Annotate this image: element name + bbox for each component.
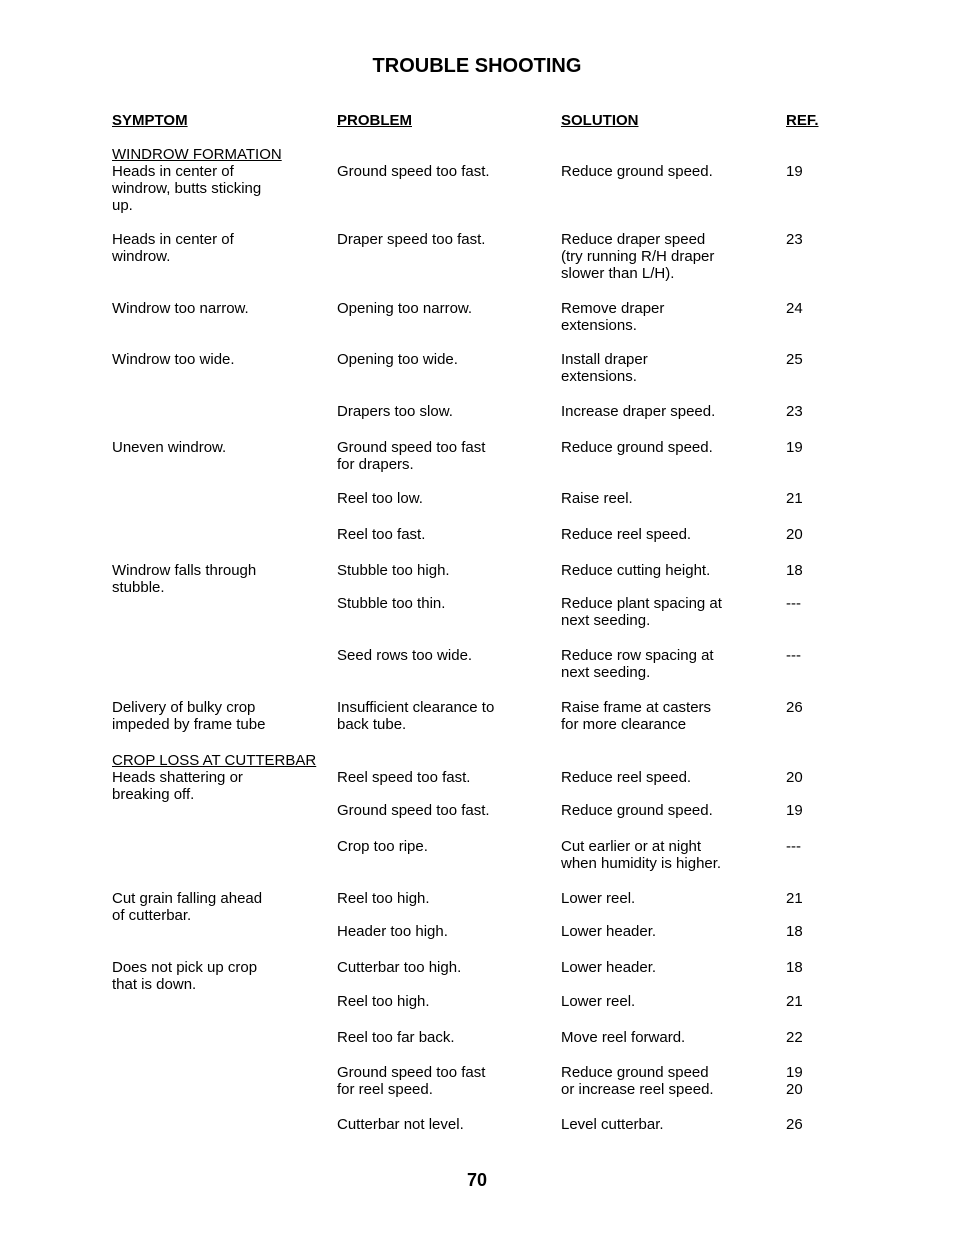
solution-cell: Reduce cutting height. (561, 562, 711, 579)
problem-cell: Cutterbar not level. (337, 1116, 464, 1133)
solution-cell: Reduce plant spacing at next seeding. (561, 595, 722, 629)
problem-cell: Seed rows too wide. (337, 647, 473, 664)
ref-cell: 23 (786, 231, 803, 248)
ref-cell: 18 (786, 923, 803, 940)
solution-cell: Reduce row spacing at next seeding. (561, 647, 714, 681)
solution-cell: Raise frame at casters for more clearance (561, 699, 712, 733)
solution-cell: Lower header. (561, 959, 657, 976)
ref-cell: 19 (786, 163, 803, 180)
problem-cell: Draper speed too fast. (337, 231, 486, 248)
ref-cell: --- (786, 647, 801, 664)
problem-cell: Stubble too thin. (337, 595, 446, 612)
ref-cell: --- (786, 838, 801, 855)
problem-cell: Cutterbar too high. (337, 959, 462, 976)
symptom-cell: Heads in center of windrow, butts sticking up. (112, 163, 262, 214)
problem-cell: Reel too far back. (337, 1029, 455, 1046)
solution-cell: Lower reel. (561, 993, 636, 1010)
solution-cell: Lower reel. (561, 890, 636, 907)
solution-cell: Lower header. (561, 923, 657, 940)
ref-cell: 21 (786, 993, 803, 1010)
solution-cell: Move reel forward. (561, 1029, 686, 1046)
symptom-cell: Heads in center of windrow. (112, 231, 234, 265)
problem-cell: Ground speed too fast for drapers. (337, 439, 486, 473)
problem-cell: Opening too narrow. (337, 300, 473, 317)
ref-cell: 23 (786, 403, 803, 420)
ref-cell: 21 (786, 490, 803, 507)
ref-cell: 20 (786, 526, 803, 543)
problem-cell: Reel too low. (337, 490, 423, 507)
symptom-cell: Uneven windrow. (112, 439, 227, 456)
problem-cell: Reel speed too fast. (337, 769, 471, 786)
ref-cell: 20 (786, 769, 803, 786)
ref-cell: 26 (786, 1116, 803, 1133)
problem-cell: Stubble too high. (337, 562, 450, 579)
column-header-ref: REF. (786, 112, 819, 129)
ref-cell: 19 20 (786, 1064, 803, 1098)
problem-cell: Reel too fast. (337, 526, 426, 543)
ref-cell: 18 (786, 959, 803, 976)
section-heading-windrow-formation: WINDROW FORMATION (112, 146, 282, 163)
problem-cell: Ground speed too fast. (337, 802, 490, 819)
problem-cell: Reel too high. (337, 890, 430, 907)
solution-cell: Increase draper speed. (561, 403, 716, 420)
symptom-cell: Cut grain falling ahead of cutterbar. (112, 890, 263, 924)
ref-cell: 21 (786, 890, 803, 907)
symptom-cell: Heads shattering or breaking off. (112, 769, 243, 803)
solution-cell: Reduce ground speed or increase reel speed. (561, 1064, 714, 1098)
solution-cell: Reduce draper speed (try running R/H draper slower than L/H). (561, 231, 715, 282)
problem-cell: Ground speed too fast for reel speed. (337, 1064, 486, 1098)
solution-cell: Reduce reel speed. (561, 769, 692, 786)
solution-cell: Remove draper extensions. (561, 300, 665, 334)
page-title: TROUBLE SHOOTING (372, 55, 582, 77)
problem-cell: Insufficient clearance to back tube. (337, 699, 495, 733)
solution-cell: Reduce ground speed. (561, 439, 713, 456)
problem-cell: Drapers too slow. (337, 403, 453, 420)
problem-cell: Reel too high. (337, 993, 430, 1010)
column-header-symptom: SYMPTOM (112, 112, 188, 129)
ref-cell: 24 (786, 300, 803, 317)
ref-cell: --- (786, 595, 801, 612)
ref-cell: 25 (786, 351, 803, 368)
page-number: 70 (466, 1170, 488, 1190)
solution-cell: Level cutterbar. (561, 1116, 664, 1133)
ref-cell: 19 (786, 802, 803, 819)
symptom-cell: Windrow too wide. (112, 351, 235, 368)
column-header-problem: PROBLEM (337, 112, 412, 129)
column-header-solution: SOLUTION (561, 112, 639, 129)
symptom-cell: Windrow falls through stubble. (112, 562, 257, 596)
solution-cell: Reduce reel speed. (561, 526, 692, 543)
ref-cell: 22 (786, 1029, 803, 1046)
problem-cell: Opening too wide. (337, 351, 458, 368)
solution-cell: Raise reel. (561, 490, 633, 507)
symptom-cell: Delivery of bulky crop impeded by frame tube (112, 699, 266, 733)
problem-cell: Header too high. (337, 923, 448, 940)
ref-cell: 19 (786, 439, 803, 456)
problem-cell: Ground speed too fast. (337, 163, 490, 180)
solution-cell: Reduce ground speed. (561, 163, 713, 180)
symptom-cell: Does not pick up crop that is down. (112, 959, 258, 993)
symptom-cell: Windrow too narrow. (112, 300, 249, 317)
section-heading-crop-loss: CROP LOSS AT CUTTERBAR (112, 752, 317, 769)
solution-cell: Reduce ground speed. (561, 802, 713, 819)
ref-cell: 18 (786, 562, 803, 579)
solution-cell: Cut earlier or at night when humidity is higher. (561, 838, 722, 872)
problem-cell: Crop too ripe. (337, 838, 428, 855)
ref-cell: 26 (786, 699, 803, 716)
solution-cell: Install draper extensions. (561, 351, 648, 385)
